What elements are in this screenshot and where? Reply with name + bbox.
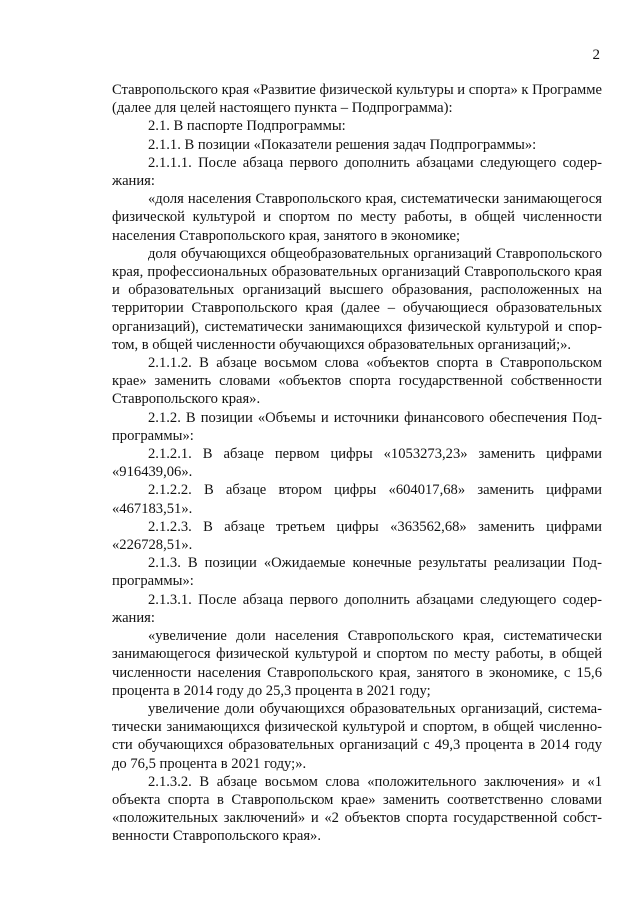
paragraph-2-1-2-1: 2.1.2.1. В абзаце первом цифры «1053273,23» заменить цифрами «916439,06». — [112, 446, 602, 481]
paragraph-2-1-1: 2.1.1. В позиции «Показатели решения задач Подпрограммы»: — [148, 136, 537, 153]
page-number: 2 — [592, 47, 600, 63]
paragraph-2-1-2-2: 2.1.2.2. В абзаце втором цифры «604017,68» заменить цифрами «467183,51». — [112, 482, 602, 517]
paragraph-2-1-3-2: 2.1.3.2. В абзаце восьмом слова «положительного заключения» и «1 объекта спорта в Ставропольском крае» заменить соответственно словами «положительных заключений» и «2 объектов спорта государственной собственности Ставропольского края». — [112, 773, 602, 845]
paragraph-2-1-2-3: 2.1.2.3. В абзаце третьем цифры «363562,68» заменить цифрами «226728,51». — [112, 518, 602, 554]
quoted-paragraph-3: «увеличение доли населения Ставропольского края, систематически занимающегося физической культурой и спортом по месту работы, в общей численности населения Ставропольского края, занятого в экономике, с 15,6 процента в 2014 году до 25,3 процента в 2021 году; — [112, 628, 602, 699]
paragraph-2-1: 2.1. В паспорте Подпрограммы: — [148, 118, 346, 135]
paragraph-2-1-3: 2.1.3. В позиции «Ожидаемые конечные результаты реализации Подпрограммы»: — [112, 555, 602, 590]
quoted-paragraph-1: «доля населения Ставропольского края, систематически занимающегося физической культурой и спортом по месту работы, в общей численности населения Ставропольского края, занятого в экономике; — [112, 191, 602, 244]
paragraph-intro: Ставропольского края «Развитие физической культуры и спорта» к Программе (далее для целей настоящего пункта – Подпрограмма): — [112, 82, 602, 117]
paragraph-2-1-2: 2.1.2. В позиции «Объемы и источники финансового обеспечения Подпрограммы»: — [112, 409, 602, 444]
paragraph-2-1-1-1: 2.1.1.1. После абзаца первого дополнить абзацами следующего содержания: — [112, 154, 602, 190]
quoted-paragraph-4: увеличение доли обучающихся образовательных организаций, систематически занимающихся физической культурой и спортом, в общей численности обучающихся образовательных организаций с 49,3 процента в 2014 году до 76,5 процента в 2021 году;». — [112, 700, 602, 772]
quoted-paragraph-2: доля обучающихся общеобразовательных организаций Ставропольского края, профессиональных образовательных организаций Ставропольского края и образовательных организаций высшего образования, расположенных на территории Ставропольского края (далее – обучающиеся образовательных организаций), систематически занимающихся физической культурой и спортом, в общей численности обучающихся образовательных организаций;». — [112, 245, 602, 353]
document-body — [112, 81, 602, 846]
paragraph-2-1-1-2: 2.1.1.2. В абзаце восьмом слова «объектов спорта в Ставропольском крае» заменить словами «объектов спорта государственной собственности Ставропольского края». — [112, 355, 602, 408]
paragraph-2-1-3-1: 2.1.3.1. После абзаца первого дополнить абзацами следующего содержания: — [112, 591, 602, 626]
